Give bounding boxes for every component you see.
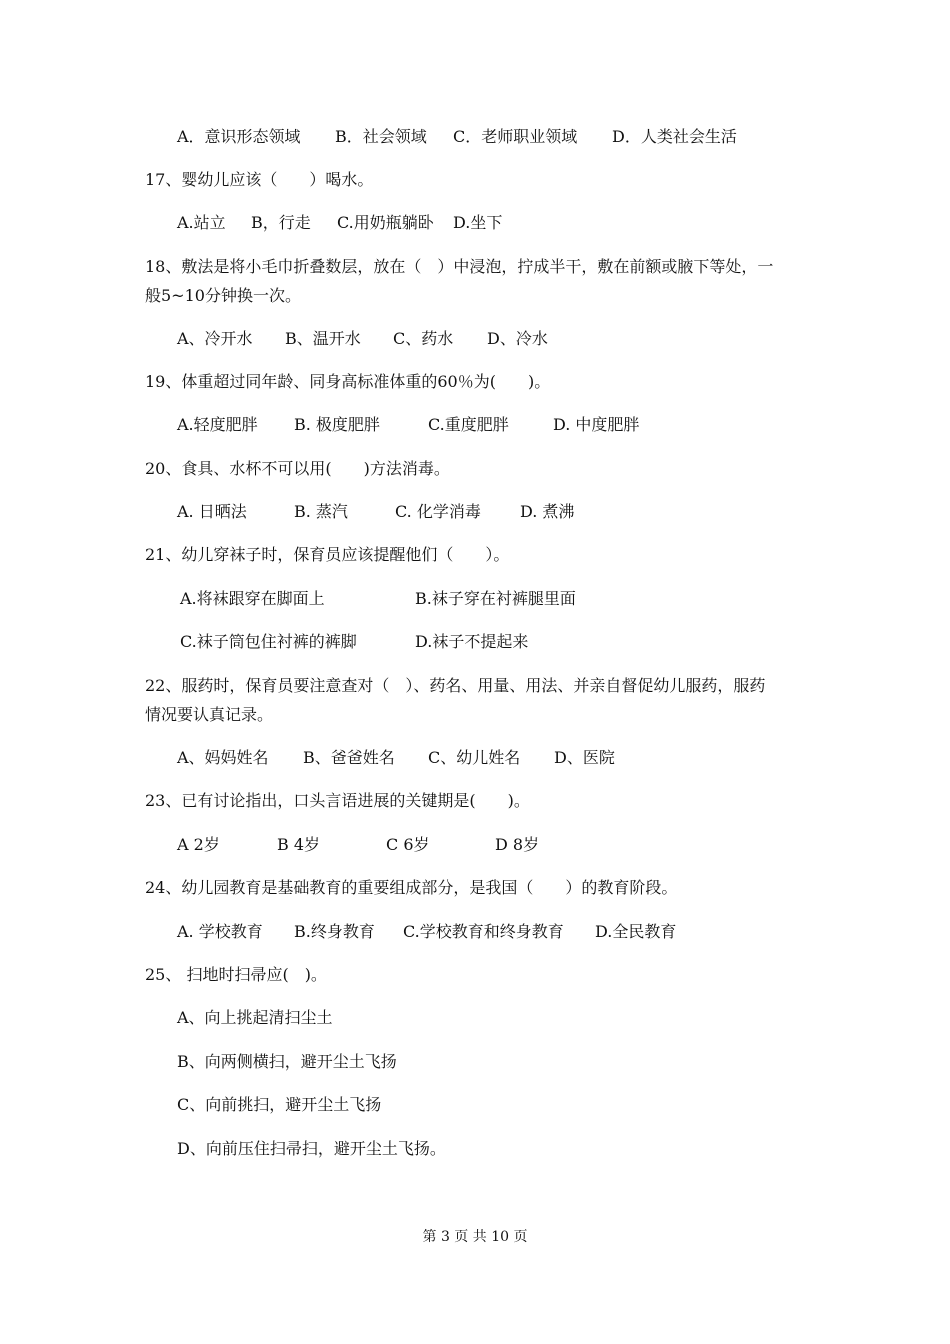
q21-option-a: A.将袜跟穿在脚面上: [180, 589, 325, 608]
page-number: 第 3 页 共 10 页: [422, 1229, 528, 1245]
q17-text: 17、婴幼儿应该（ ）喝水。: [145, 170, 374, 189]
q20-text: 20、食具、水杯不可以用( )方法消毒。: [145, 459, 450, 478]
q23-option-c: C 6岁: [386, 835, 430, 854]
q17-option-d: D.坐下: [453, 213, 503, 232]
q22-option-a: A、妈妈姓名: [177, 748, 269, 767]
q18-option-c: C、药水: [393, 329, 454, 348]
q16-option-b: B．社会领域: [335, 127, 427, 146]
q25-text: 25、 扫地时扫帚应( )。: [145, 965, 327, 984]
q25-option-c: C、向前挑扫，避开尘土飞扬: [177, 1095, 382, 1114]
q20-option-d: D. 煮沸: [520, 502, 575, 521]
q17-option-a: A.站立: [177, 213, 226, 232]
q21-option-c: C.袜子筒包住衬裤的裤脚: [180, 632, 357, 651]
q24-option-c: C.学校教育和终身教育: [403, 922, 564, 941]
q24-option-a: A. 学校教育: [177, 922, 263, 941]
q22-text-line2: 情况要认真记录。: [145, 705, 274, 724]
q21-option-d: D.袜子不提起来: [415, 632, 529, 651]
q20-option-a: A. 日晒法: [177, 502, 247, 521]
q17-option-c: C.用奶瓶躺卧: [337, 213, 434, 232]
q22-option-d: D、医院: [554, 748, 615, 767]
q22-text-line1: 22、服药时，保育员要注意查对（ ）、药名、用量、用法、并亲自督促幼儿服药，服药: [145, 676, 766, 695]
q22-option-c: C、幼儿姓名: [428, 748, 521, 767]
q19-option-d: D. 中度肥胖: [553, 415, 640, 434]
q25-option-a: A、向上挑起清扫尘土: [177, 1008, 333, 1027]
q16-option-a: A．意识形态领域: [177, 127, 301, 146]
q24-option-d: D.全民教育: [595, 922, 677, 941]
q25-option-b: B、向两侧横扫，避开尘土飞扬: [177, 1052, 397, 1071]
q18-text-line1: 18、敷法是将小毛巾折叠数层，放在（ ）中浸泡，拧成半干，敷在前额或腋下等处，一: [145, 257, 774, 276]
q18-option-d: D、冷水: [487, 329, 548, 348]
q18-text-line2: 般5~10分钟换一次。: [145, 286, 301, 305]
q22-option-b: B、爸爸姓名: [303, 748, 395, 767]
q19-option-b: B. 极度肥胖: [294, 415, 380, 434]
q19-option-c: C.重度肥胖: [428, 415, 509, 434]
q23-option-b: B 4岁: [277, 835, 321, 854]
q21-text: 21、幼儿穿袜子时，保育员应该提醒他们（ ）。: [145, 545, 510, 564]
q20-option-c: C. 化学消毒: [395, 502, 481, 521]
q16-option-c: C．老师职业领域: [453, 127, 578, 146]
q24-option-b: B.终身教育: [294, 922, 375, 941]
q23-option-a: A 2岁: [177, 835, 220, 854]
q25-option-d: D、向前压住扫帚扫，避开尘土飞扬。: [177, 1139, 446, 1158]
q23-text: 23、已有讨论指出，口头言语进展的关键期是( )。: [145, 791, 530, 810]
q20-option-b: B. 蒸汽: [294, 502, 348, 521]
q17-option-b: B，行走: [251, 213, 311, 232]
q18-option-a: A、冷开水: [177, 329, 253, 348]
q16-option-d: D．人类社会生活: [612, 127, 737, 146]
q23-option-d: D 8岁: [495, 835, 540, 854]
q19-text: 19、体重超过同年龄、同身高标准体重的60％为( )。: [145, 372, 551, 391]
q18-option-b: B、温开水: [285, 329, 361, 348]
q19-option-a: A.轻度肥胖: [177, 415, 258, 434]
q21-option-b: B.袜子穿在衬裤腿里面: [415, 589, 576, 608]
q24-text: 24、幼儿园教育是基础教育的重要组成部分，是我国（ ）的教育阶段。: [145, 878, 678, 897]
